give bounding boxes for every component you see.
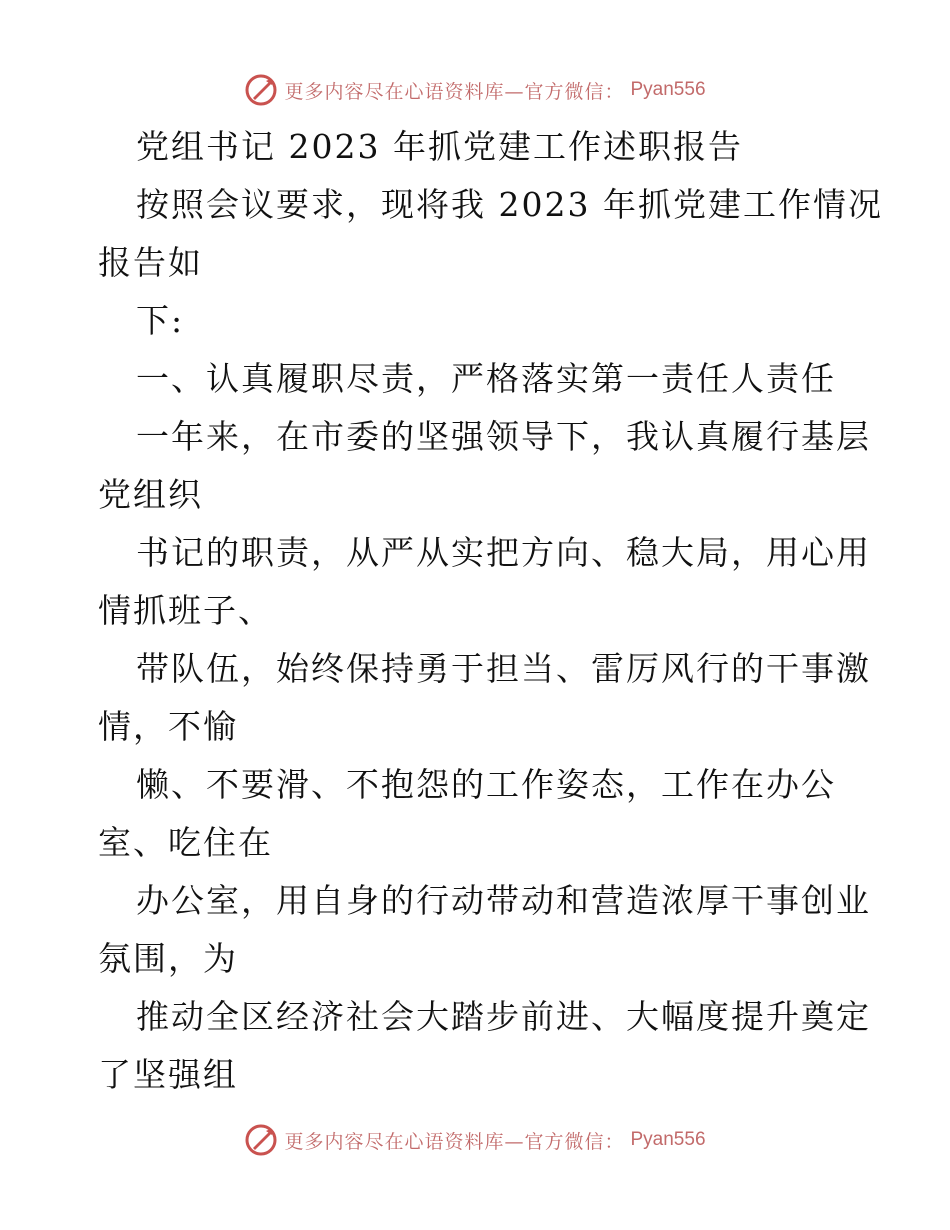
header-banner bbox=[0, 70, 950, 110]
footer-banner bbox=[0, 1120, 950, 1160]
document-line: 一年来，在市委的坚强领导下，我认真履行基层 bbox=[136, 417, 871, 456]
document-line: 党组织 bbox=[98, 475, 203, 514]
document-line: 办公室，用自身的行动带动和营造浓厚干事创业 bbox=[136, 881, 871, 920]
document-line: 室、吃住在 bbox=[98, 823, 273, 862]
document-line: 带队伍，始终保持勇于担当、雷厉风行的干事激 bbox=[136, 649, 871, 688]
document-body bbox=[98, 118, 883, 1104]
document-line: 书记的职责，从严从实把方向、稳大局，用心用 bbox=[136, 533, 871, 572]
document-line: 党组书记 2023 年抓党建工作述职报告 bbox=[136, 127, 743, 166]
banner-text: 更多内容尽在心语资料库—官方微信： bbox=[284, 80, 625, 103]
document-line: 了坚强组 bbox=[98, 1055, 238, 1094]
document-line: 按照会议要求，现将我 2023 年抓党建工作情况 bbox=[136, 185, 883, 224]
document-line: 氛围，为 bbox=[98, 939, 238, 978]
document-line: 情，不愉 bbox=[98, 707, 238, 746]
document-line: 报告如 bbox=[98, 243, 203, 282]
document-line: 懒、不要滑、不抱怨的工作姿态，工作在办公 bbox=[136, 765, 836, 804]
document-line: 推动全区经济社会大踏步前进、大幅度提升奠定 bbox=[136, 997, 871, 1036]
document-line: 情抓班子、 bbox=[98, 591, 273, 630]
banner-wechat-id: Pyan556 bbox=[630, 1129, 706, 1150]
banner-text: 更多内容尽在心语资料库—官方微信： bbox=[284, 1130, 625, 1153]
banner-wechat-id: Pyan556 bbox=[630, 79, 706, 100]
document-line: 下: bbox=[136, 301, 185, 340]
quill-pen-icon bbox=[244, 1123, 278, 1157]
quill-pen-icon bbox=[244, 73, 278, 107]
document-line: 一、认真履职尽责，严格落实第一责任人责任 bbox=[136, 359, 836, 398]
